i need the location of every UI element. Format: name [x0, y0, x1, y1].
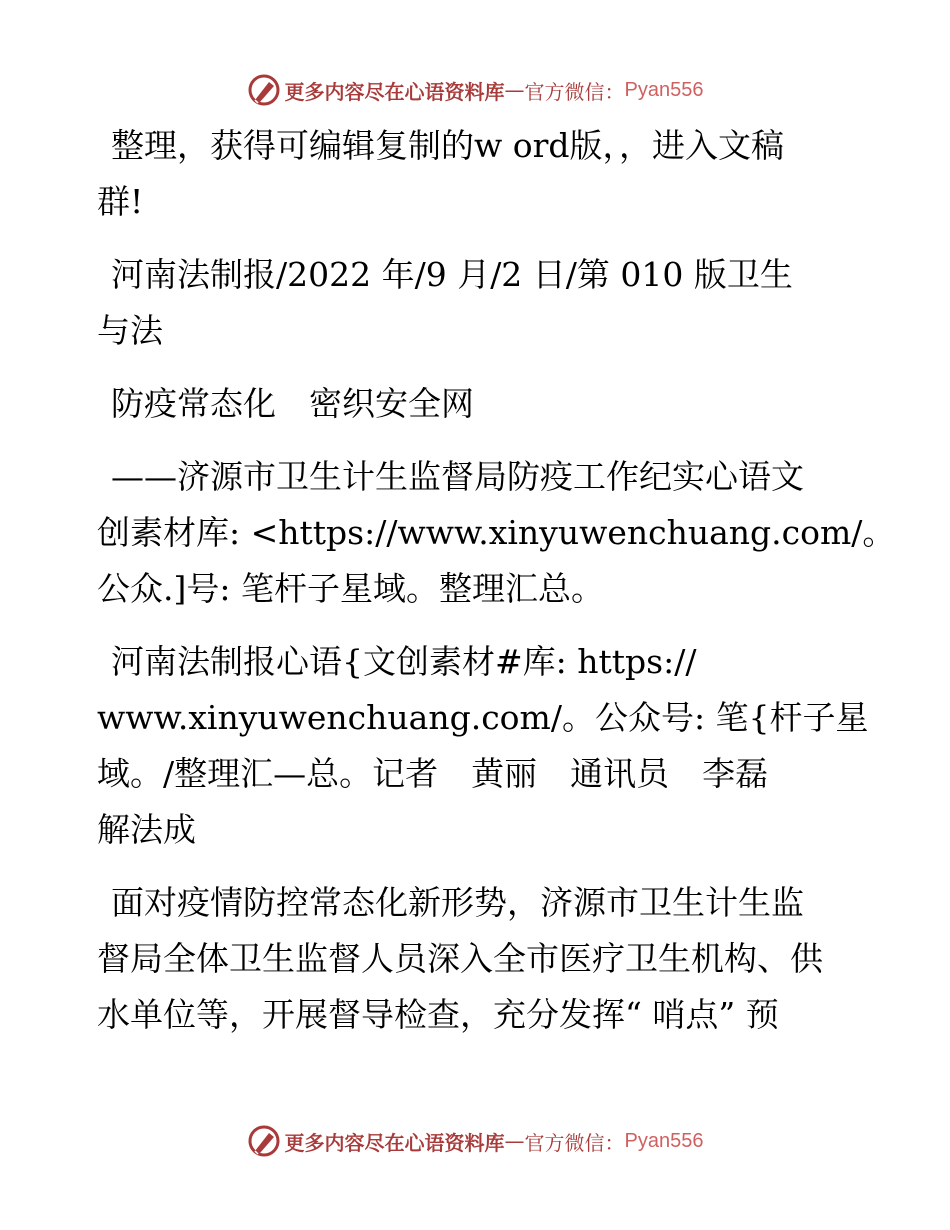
- paragraph-body: [97, 875, 857, 1043]
- pen-circle-logo-icon: [247, 73, 281, 107]
- banner-dash: —: [504, 1129, 525, 1153]
- header-watermark-banner: [0, 70, 950, 110]
- paragraph-line: 域。/整理汇—总。记者 黄丽 通讯员 李磊: [97, 754, 769, 793]
- paragraph-line: 整理，获得可编辑复制的w ord版，，进入文稿: [111, 126, 785, 165]
- banner-brand-text: 更多内容尽在心语资料库: [284, 1130, 505, 1155]
- paragraph-line: 创素材库: <https://www.xinyuwenchuang.com/。: [97, 513, 896, 552]
- paragraph-line: 公众.]号: 笔杆子星域。整理汇总。: [97, 569, 604, 608]
- article-title-text: 防疫常态化 密织安全网: [111, 384, 474, 423]
- banner-brand-text: 更多内容尽在心语资料库: [284, 79, 505, 104]
- paragraph-line: 河南法制报心语{文创素材#库: https://: [111, 642, 697, 681]
- paragraph-byline: [97, 634, 869, 858]
- paragraph-line: 群!: [97, 182, 144, 221]
- paragraph-line: ——济源市卫生计生监督局防疫工作纪实心语文: [111, 457, 804, 496]
- paragraph-line: 督局全体卫生监督人员深入全市医疗卫生机构、供: [97, 939, 823, 978]
- paragraph-line: 面对疫情防控常态化新形势，济源市卫生计生监: [111, 883, 804, 922]
- paragraph-line: 河南法制报/2022 年/9 月/2 日/第 010 版卫生: [111, 255, 793, 294]
- article-title: [97, 376, 857, 432]
- footer-watermark-banner: [0, 1121, 950, 1161]
- banner-official-label: 官方微信：: [524, 1130, 625, 1155]
- banner-official-label: 官方微信：: [524, 79, 625, 104]
- document-body: [97, 118, 896, 1060]
- banner-wechat-id: Pyan556: [624, 78, 704, 101]
- paragraph-line: 与法: [97, 311, 163, 350]
- paragraph-line: 解法成: [97, 810, 196, 849]
- banner-wechat-id: Pyan556: [624, 1129, 704, 1152]
- paragraph-line: www.xinyuwenchuang.com/。公众号: 笔{杆子星: [97, 698, 869, 737]
- banner-dash: —: [504, 78, 525, 102]
- paragraph-line: 水单位等，开展督导检查，充分发挥“ 哨点” 预: [97, 995, 779, 1034]
- paragraph-intro: [97, 118, 857, 230]
- article-subtitle: [97, 449, 896, 617]
- paragraph-source: [97, 247, 857, 359]
- pen-circle-logo-icon: [247, 1124, 281, 1158]
